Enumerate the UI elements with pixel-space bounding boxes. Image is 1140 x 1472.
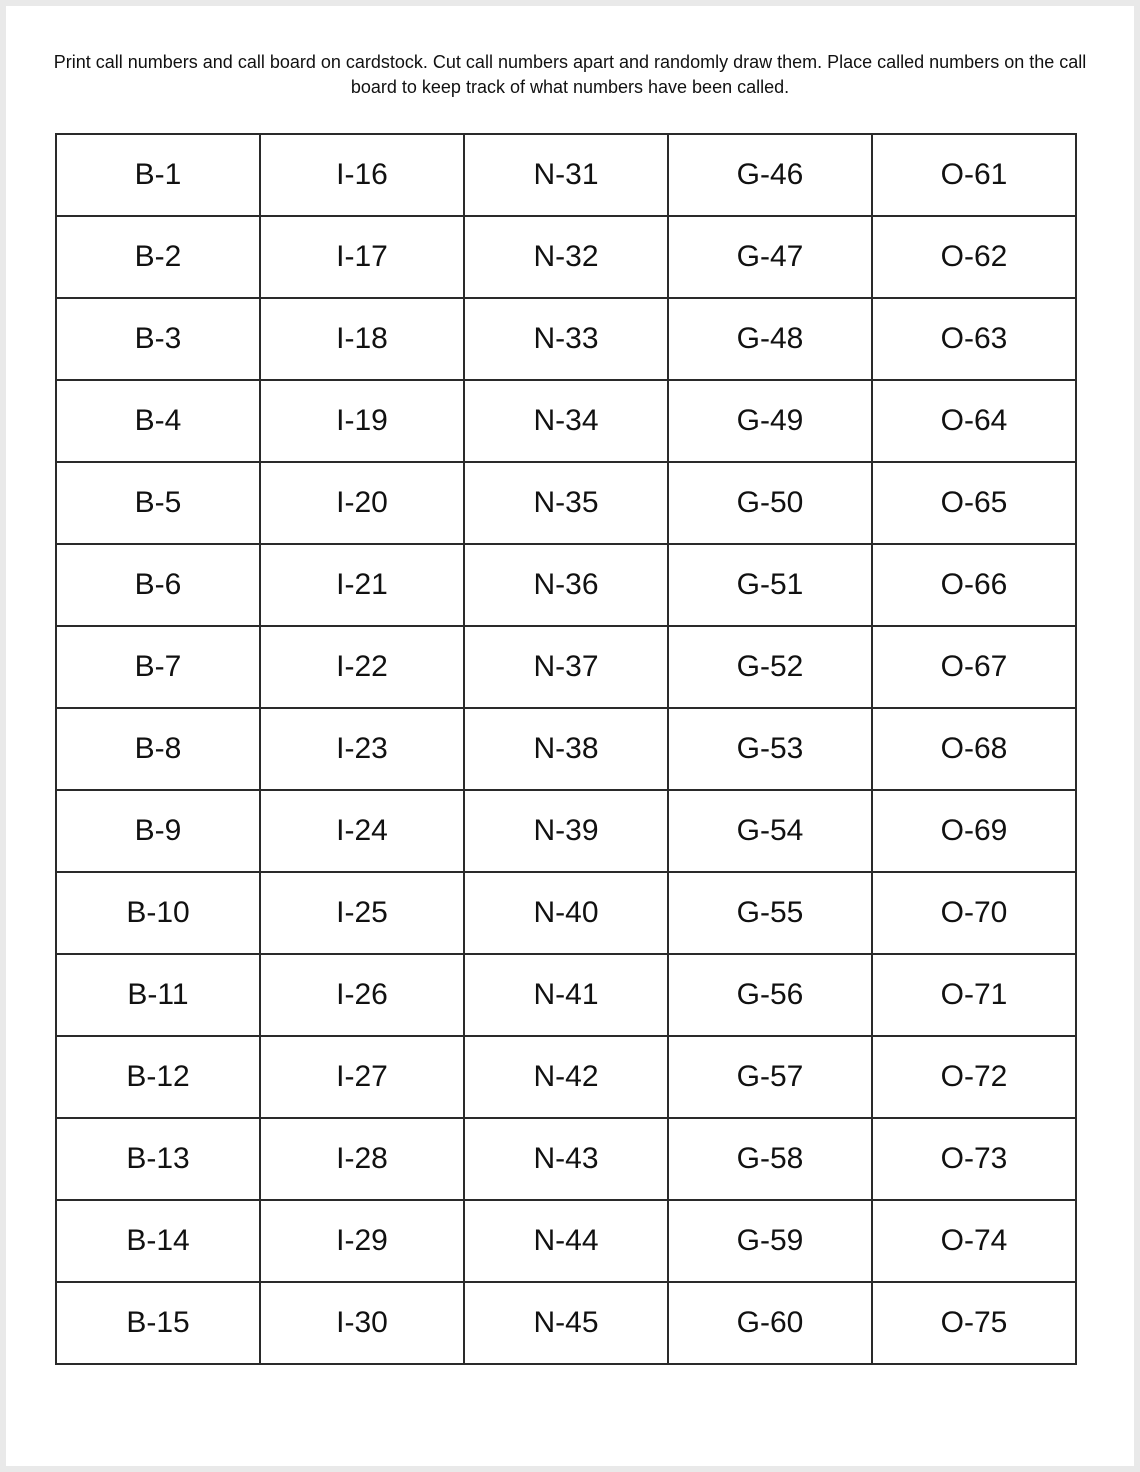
call-number-cell: O-61 <box>872 134 1076 216</box>
call-number-cell: N-35 <box>464 462 668 544</box>
call-number-cell: G-46 <box>668 134 872 216</box>
call-number-cell: O-62 <box>872 216 1076 298</box>
call-board-row <box>56 298 1076 380</box>
call-number-cell: B-6 <box>56 544 260 626</box>
call-board-row <box>56 954 1076 1036</box>
call-number-cell: B-12 <box>56 1036 260 1118</box>
call-number-cell: N-36 <box>464 544 668 626</box>
call-number-cell: I-20 <box>260 462 464 544</box>
call-number-cell: O-74 <box>872 1200 1076 1282</box>
call-board-row <box>56 216 1076 298</box>
call-number-cell: N-31 <box>464 134 668 216</box>
call-number-cell: G-47 <box>668 216 872 298</box>
call-number-cell: B-1 <box>56 134 260 216</box>
call-number-cell: B-8 <box>56 708 260 790</box>
call-board-row <box>56 1118 1076 1200</box>
call-number-cell: I-16 <box>260 134 464 216</box>
call-number-cell: I-22 <box>260 626 464 708</box>
call-number-cell: G-59 <box>668 1200 872 1282</box>
printable-sheet <box>6 6 1134 1466</box>
call-number-cell: B-11 <box>56 954 260 1036</box>
call-number-cell: I-25 <box>260 872 464 954</box>
call-number-cell: N-32 <box>464 216 668 298</box>
call-board-body <box>56 134 1076 1364</box>
call-number-cell: O-70 <box>872 872 1076 954</box>
call-number-cell: B-4 <box>56 380 260 462</box>
call-number-cell: I-24 <box>260 790 464 872</box>
call-board-row <box>56 134 1076 216</box>
call-number-cell: N-38 <box>464 708 668 790</box>
call-number-cell: O-63 <box>872 298 1076 380</box>
call-board-row <box>56 626 1076 708</box>
call-number-cell: O-72 <box>872 1036 1076 1118</box>
call-number-cell: B-5 <box>56 462 260 544</box>
call-number-cell: N-42 <box>464 1036 668 1118</box>
call-number-cell: G-49 <box>668 380 872 462</box>
call-number-cell: G-50 <box>668 462 872 544</box>
call-board-row <box>56 462 1076 544</box>
call-number-cell: N-44 <box>464 1200 668 1282</box>
call-number-cell: G-52 <box>668 626 872 708</box>
call-board-row <box>56 544 1076 626</box>
call-board-row <box>56 1200 1076 1282</box>
call-board-row <box>56 790 1076 872</box>
call-number-cell: O-67 <box>872 626 1076 708</box>
call-number-cell: I-19 <box>260 380 464 462</box>
instructions-text: Print call numbers and call board on cardstock. Cut call numbers apart and randomly draw them. Place called numbers on the call board to keep track of what numbers have been called. <box>53 52 1087 97</box>
call-number-cell: G-56 <box>668 954 872 1036</box>
call-board-row <box>56 1282 1076 1364</box>
call-number-cell: B-14 <box>56 1200 260 1282</box>
call-number-cell: G-58 <box>668 1118 872 1200</box>
call-number-cell: G-53 <box>668 708 872 790</box>
call-number-cell: N-39 <box>464 790 668 872</box>
call-number-cell: G-51 <box>668 544 872 626</box>
call-number-cell: N-34 <box>464 380 668 462</box>
call-number-cell: I-26 <box>260 954 464 1036</box>
call-number-cell: B-15 <box>56 1282 260 1364</box>
call-number-cell: O-65 <box>872 462 1076 544</box>
call-number-cell: O-66 <box>872 544 1076 626</box>
call-number-cell: G-55 <box>668 872 872 954</box>
call-number-cell: N-43 <box>464 1118 668 1200</box>
call-number-cell: O-69 <box>872 790 1076 872</box>
call-number-cell: O-64 <box>872 380 1076 462</box>
call-board-row <box>56 1036 1076 1118</box>
call-number-cell: G-48 <box>668 298 872 380</box>
call-number-cell: B-9 <box>56 790 260 872</box>
call-board-row <box>56 708 1076 790</box>
call-number-cell: I-27 <box>260 1036 464 1118</box>
call-number-cell: N-37 <box>464 626 668 708</box>
call-number-cell: I-21 <box>260 544 464 626</box>
call-number-cell: G-54 <box>668 790 872 872</box>
call-number-cell: O-68 <box>872 708 1076 790</box>
call-number-cell: B-2 <box>56 216 260 298</box>
call-number-cell: I-18 <box>260 298 464 380</box>
call-number-cell: B-3 <box>56 298 260 380</box>
call-number-cell: N-45 <box>464 1282 668 1364</box>
call-number-cell: I-23 <box>260 708 464 790</box>
call-number-cell: I-17 <box>260 216 464 298</box>
call-number-cell: O-75 <box>872 1282 1076 1364</box>
call-number-cell: B-7 <box>56 626 260 708</box>
call-number-cell: O-73 <box>872 1118 1076 1200</box>
call-board-table <box>55 133 1077 1365</box>
call-board-row <box>56 872 1076 954</box>
call-number-cell: N-41 <box>464 954 668 1036</box>
call-number-cell: O-71 <box>872 954 1076 1036</box>
call-number-cell: B-13 <box>56 1118 260 1200</box>
call-number-cell: G-57 <box>668 1036 872 1118</box>
call-number-cell: G-60 <box>668 1282 872 1364</box>
call-number-cell: N-40 <box>464 872 668 954</box>
call-number-cell: I-28 <box>260 1118 464 1200</box>
call-board-row <box>56 380 1076 462</box>
call-number-cell: I-29 <box>260 1200 464 1282</box>
call-number-cell: N-33 <box>464 298 668 380</box>
call-number-cell: I-30 <box>260 1282 464 1364</box>
call-number-cell: B-10 <box>56 872 260 954</box>
